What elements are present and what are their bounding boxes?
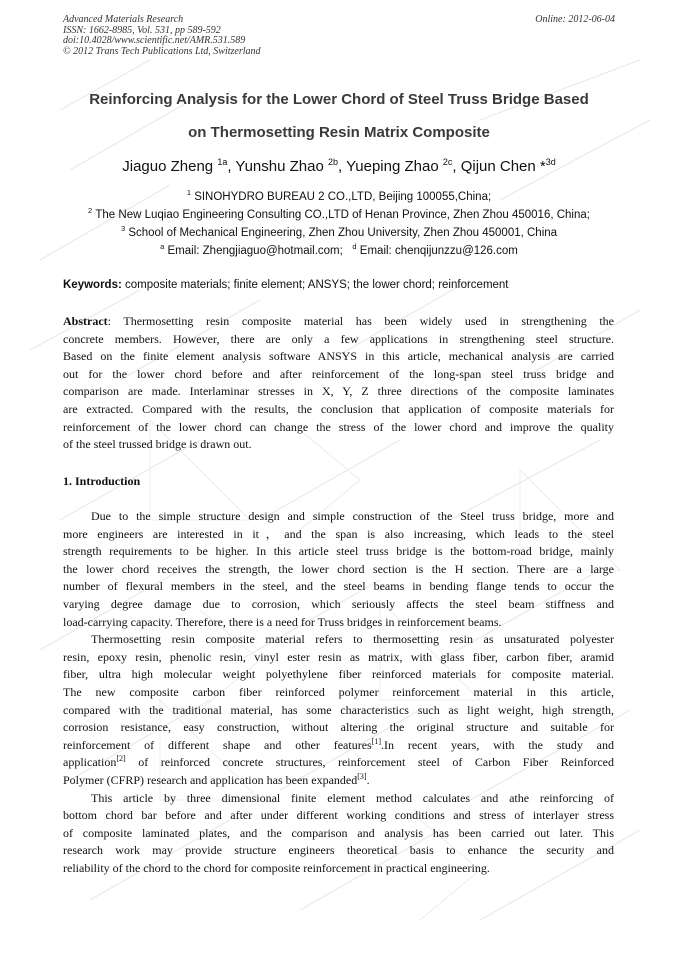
paragraph-line: bottom chord bar before and after under different working conditions and stress of interlayer stress: [63, 808, 614, 823]
paragraph-line: research work may provide structure engineers theoretical basis to enhance the security and: [63, 843, 614, 858]
abstract-line: out for the lower chord before and after reinforcement of the long-span steel truss bridge and: [63, 366, 614, 381]
email-a[interactable]: Email: Zhengjiaguo@hotmail.com;: [167, 245, 343, 257]
paragraph-line: varying degree damage due to corrosion, which seriously affects the steel beam stiffness and: [63, 596, 614, 611]
affiliation-2: [40, 206, 638, 221]
paragraph-line: number of flexural members in the steel, and the steel beams in bending flange tends to occur the: [63, 579, 614, 594]
text-run: Polymer (CFRP) research and application has been expanded: [63, 772, 358, 787]
paragraph-line: fiber, ultra high molecular weight polyethylene fiber reinforced materials for composite material.: [63, 667, 614, 682]
online-date: Online: 2012-06-04: [535, 14, 615, 25]
email-line: [40, 242, 638, 257]
paragraph-line: [63, 737, 614, 755]
affiliation-number: 2: [88, 206, 93, 215]
paragraph-line: Thermosetting resin composite material refers to thermosetting resin as unsaturated polyester: [91, 632, 614, 647]
paragraph-line: [63, 754, 614, 772]
journal-name: Advanced Materials Research: [63, 14, 184, 25]
abstract-line: are extracted. Compared with the results, the conclusion that application of composite materials for: [63, 401, 614, 416]
paragraph-line: load-carrying capacity. Therefore, there is a need for Truss bridges in reinforcement beams.: [63, 614, 502, 629]
paragraph-line: reliability of the chord to the chord for composite reinforcement in practical engineering.: [63, 860, 490, 875]
keywords-label: Keywords:: [63, 279, 122, 291]
author-affiliation-mark: 2b: [327, 157, 338, 167]
doi-line: doi:10.4028/www.scientific.net/AMR.531.589: [63, 35, 246, 46]
affiliation-text: School of Mechanical Engineering, Zhen Zhou University, Zhen Zhou 450001, China: [128, 227, 558, 239]
author-affiliation-mark: 2c: [442, 157, 453, 167]
paragraph-line: compared with the traditional material, has some characteristics such as light weight, high strength,: [63, 702, 614, 717]
copyright-line: © 2012 Trans Tech Publications Ltd, Switzerland: [63, 45, 261, 57]
text-run: application: [63, 755, 117, 770]
citation-ref[interactable]: [3]: [357, 771, 367, 781]
issn-line: ISSN: 1662-8985, Vol. 531, pp 589-592: [63, 24, 221, 36]
section-heading: 1. Introduction: [63, 474, 141, 488]
paragraph-line: resin, epoxy resin, phenolic resin, vinyl ester resin as matrix, with glass fiber, carbon fiber, aramid: [63, 649, 614, 664]
citation-ref[interactable]: [1]: [371, 736, 382, 746]
affiliation-text: SINOHYDRO BUREAU 2 CO.,LTD, Beijing 100055,China;: [194, 191, 492, 203]
author-name: Jiaguo Zheng: [122, 158, 214, 175]
text-run: .: [366, 772, 370, 787]
paragraph-line: the lower chord receives the strength, the lower chord section is the H section. There are a large: [63, 561, 614, 576]
email-d[interactable]: Email: chenqijunzzu@126.com: [359, 245, 518, 257]
abstract: [63, 313, 614, 454]
email-mark: d: [352, 242, 357, 251]
text-run: of reinforced concrete structures, reinforcement steel of Carbon Fiber Reinforced: [125, 755, 614, 770]
author-name: Yueping Zhao: [346, 158, 439, 175]
author-affiliation-mark: 3d: [545, 157, 556, 167]
paragraph-line: This article by three dimensional finite element method calculates and athe reinforcing of: [91, 790, 614, 805]
abstract-line: concrete members. However, there are only a few applications in strengthening steel structure.: [63, 331, 614, 346]
journal-header: [63, 15, 261, 57]
keywords-text: composite materials; finite element; ANSYS; the lower chord; reinforcement: [125, 279, 509, 291]
affiliation-text: The New Luqiao Engineering Consulting CO.,LTD of Henan Province, Zhen Zhou 450016, China;: [95, 209, 590, 221]
paragraph-line: [63, 772, 614, 790]
paragraph-line: The new composite carbon fiber reinforced polymer reinforcement material in this article,: [63, 684, 614, 699]
paragraph-line: strength requirements to be higher. In this article steel truss bridge is the bottom-road bridge, mainly: [63, 544, 614, 559]
paragraph-line: of composite laminated plates, and the comparison and analysis has been carried out later. This: [63, 825, 614, 840]
author-list: Jiaguo Zheng $^{1a}$, Yunshu Zhao $^{2b}$, Yueping Zhao $^{2c}$, Qijun Chen *$^{3d}$: [122, 157, 556, 175]
affiliation-number: 1: [186, 188, 191, 197]
abstract-label: Abstract: [63, 314, 108, 328]
abstract-text: : Thermosetting resin composite material has been widely used in strengthening the: [107, 314, 614, 328]
abstract-line: [63, 313, 614, 331]
paragraph-line: Due to the simple structure design and simple construction of the Steel truss bridge, more and: [91, 509, 614, 523]
paper-title-line-2: on Thermosetting Resin Matrix Composite: [188, 124, 490, 141]
text-run: .In recent years, with the study and: [381, 737, 614, 752]
author-name: Qijun Chen: [460, 158, 536, 175]
paragraph-line: more engineers are interested in it，and the span is also increasing, which leads to the steel: [63, 526, 614, 541]
introduction-body: [63, 508, 614, 877]
text-run: reinforcement of different shape and other features: [63, 737, 372, 752]
paper-title-line-1: Reinforcing Analysis for the Lower Chord of Steel Truss Bridge Based: [89, 91, 589, 108]
abstract-line: of the steel trussed bridge is drawn out.: [63, 437, 252, 452]
email-mark: a: [160, 242, 165, 251]
author-name: Yunshu Zhao: [235, 158, 324, 175]
affiliation-number: 3: [120, 224, 126, 233]
keywords: [63, 279, 615, 291]
citation-ref[interactable]: [2]: [116, 754, 126, 764]
abstract-line: comparison are made. Interlaminar stresses in X, Y, Z three directions of the composite laminates: [63, 384, 614, 399]
corresponding-author-mark: *: [539, 158, 546, 175]
affiliation-3: [40, 224, 638, 239]
abstract-line: reinforcement of the lower chord can change the stress of the lower chord and improve the quality: [63, 419, 614, 434]
paragraph-line: corrosion resistance, easy construction, without altering the original structure and suitable for: [63, 720, 614, 735]
affiliation-1: [40, 188, 638, 203]
author-affiliation-mark: 1a: [217, 157, 228, 167]
abstract-line: Based on the finite element analysis software ANSYS in this article, mechanical analysis are carried: [63, 349, 614, 364]
